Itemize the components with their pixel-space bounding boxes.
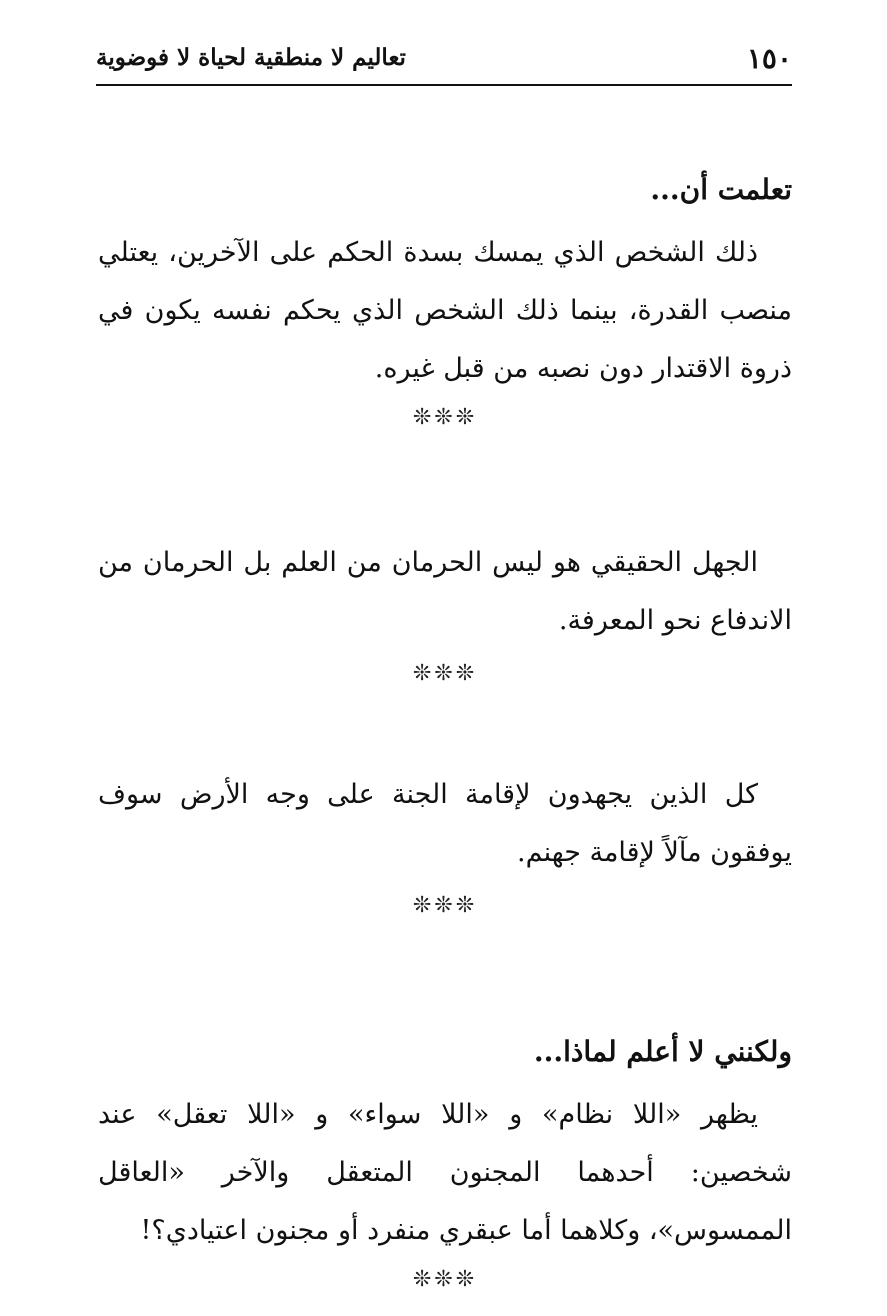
paragraph-self-rule [98, 224, 792, 398]
section-divider: ❊❊❊ [412, 1267, 478, 1292]
page-content [98, 160, 792, 1300]
section-divider: ❊❊❊ [412, 893, 478, 918]
section-heading-why: ولكنني لا أعلم لماذا... [533, 1035, 792, 1068]
paragraph-text: الجهل الحقيقي هو ليس الحرمان من العلم بل الحرمان من الاندفاع نحو المعرفة. [98, 547, 792, 636]
paragraph-paradise-on-earth [98, 766, 792, 882]
section-heading-learned: تعلمت أن... [650, 173, 792, 206]
page-number: ١٥٠ [746, 42, 792, 75]
paragraph-text: ذلك الشخص الذي يمسك بسدة الحكم على الآخرين، يعتلي منصب القدرة، بينما ذلك الشخص الذي يحكم نفسه يكون في ذروة الاقتدار دون نصبه من قبل غيره. [98, 237, 792, 384]
section-divider: ❊❊❊ [412, 405, 478, 430]
page-header [96, 40, 792, 86]
paragraph-text: كل الذين يجهدون لإقامة الجنة على وجه الأرض سوف يوفقون مآلاً لإقامة جهنم. [98, 779, 792, 868]
section-divider: ❊❊❊ [412, 661, 478, 686]
paragraph-true-ignorance [98, 534, 792, 650]
paragraph-madness-genius [98, 1086, 792, 1260]
paragraph-text: يظهر «اللا نظام» و «اللا سواء» و «اللا تعقل» عند شخصين: أحدهما المجنون المتعقل والآخر «العاقل الممسوس»، وكلاهما أما عبقري منفرد أو مجنون اعتيادي؟! [98, 1099, 792, 1246]
running-title: تعاليم لا منطقية لحياة لا فوضوية [96, 44, 406, 71]
